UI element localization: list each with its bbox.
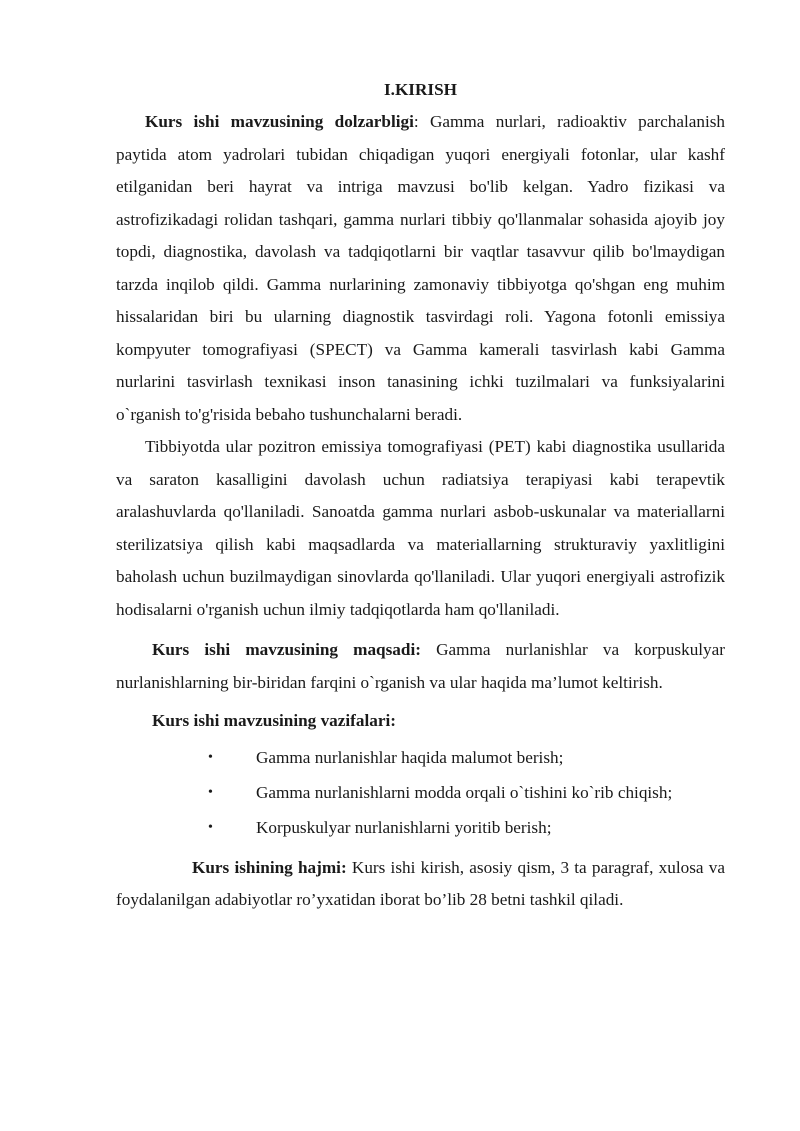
aim-paragraph xyxy=(116,634,725,699)
task-text: Gamma nurlanishlarni modda orqali o`tishini ko`rib chiqish; xyxy=(256,782,673,802)
list-item xyxy=(116,775,725,810)
aim-text: Gamma nurlanishlar va korpuskulyar nurlanishlarning bir-biridan farqini o`rganish va ular haqida ma’lumot keltirish. xyxy=(116,640,726,692)
volume-paragraph xyxy=(116,852,725,917)
list-item xyxy=(116,740,725,775)
list-item xyxy=(116,810,725,845)
page-title: I.KIRISH xyxy=(383,80,458,99)
task-text: Korpuskulyar nurlanishlarni yoritib berish; xyxy=(256,817,552,837)
bullet-icon: • xyxy=(208,749,213,765)
task-list xyxy=(116,740,725,845)
volume-text: Kurs ishi kirish, asosiy qism, 3 ta paragraf, xulosa va foydalanilgan adabiyotlar ro’yxatidan iborat bo’lib 28 betni tashkil qiladi. xyxy=(116,857,725,909)
relevance-text: : Gamma nurlari, radioaktiv parchalanish paytida atom yadrolari tubidan chiqadigan yuqori energiyali fotonlar, ular kashf etilganidan beri hayrat va intriga mavzusi bo'lib kelgan. Yadro fizikasi va astrofizikadagi rolidan tashqari, gamma nurlari tibbiy qo'llanmalar sohasida ajoyib joy topdi, diagnostika, davolash va tadqiqotlarni bir vaqtlar tasavvur qilib bo'lmaydigan tarzda inqilob qildi. Gamma nurlarining zamonaviy tibbiyotga qo'shgan eng muhim hissalaridan biri bu ularning diagnostik tasvirdagi roli. Yagona fotonli emissiya kompyuter tomografiyasi (SPECT) va Gamma kamerali tasvirlash kabi Gamma nurlarini tasvirlash texnikasi inson tanasining ichki tuzilmalari va funksiyalarini o`rganish to'g'risida bebaho tushunchalarni beradi. xyxy=(116,112,726,424)
volume-label: Kurs ishining hajmi: xyxy=(192,857,347,877)
aim-label: Kurs ishi mavzusining maqsadi: xyxy=(152,640,421,659)
medicine-paragraph: Tibbiyotda ular pozitron emissiya tomografiyasi (PET) kabi diagnostika usullarida va saraton kasalligini davolash uchun radiatsiya terapiyasi kabi terapevtik aralashuvlarda qo'llaniladi. Sanoatda gamma nurlari asbob-uskunalar va materiallarni sterilizatsiya qilish kabi maqsadlarda va materiallarning strukturaviy yaxlitligini baholash uchun buzilmaydigan sinovlarda qo'llaniladi. Ular yuqori energiyali astrofizik hodisalarni o'rganish uchun ilmiy tadqiqotlarda ham qo'llaniladi. xyxy=(116,437,725,619)
task-text: Gamma nurlanishlar haqida malumot berish; xyxy=(256,747,564,767)
tasks-heading: Kurs ishi mavzusining vazifalari: xyxy=(152,711,396,730)
relevance-paragraph xyxy=(116,106,725,431)
bullet-icon: • xyxy=(208,784,213,800)
bullet-icon: • xyxy=(208,819,213,835)
relevance-label: Kurs ishi mavzusining dolzarbligi xyxy=(145,112,414,131)
document-page xyxy=(116,74,725,917)
